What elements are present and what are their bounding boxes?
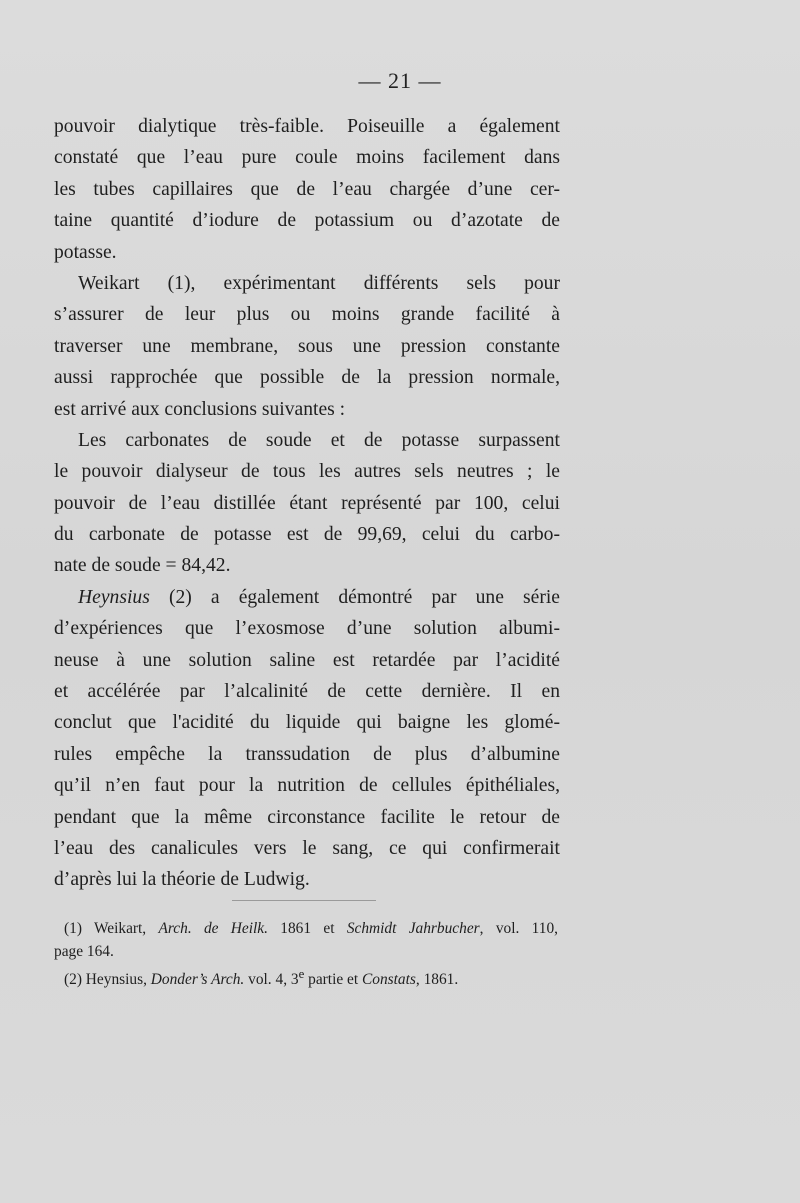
footnote-text: , vol. 110,: [479, 920, 558, 937]
footnote-2: [54, 963, 558, 991]
text-line: rules empêche la transsudation de plus d’albumine: [54, 743, 560, 765]
text-line: pouvoir dialytique très-faible. Poiseuille a également: [54, 116, 560, 137]
text-line: constaté que l’eau pure coule moins facilement dans: [54, 147, 560, 169]
footnotes: [54, 917, 558, 991]
footnote-author: Weikart,: [81, 920, 159, 937]
page-number: — 21 —: [358, 68, 442, 93]
text-line: du carbonate de potasse est de 99,69, celui du carbo-: [54, 524, 560, 546]
footnote-source: Donder’s Arch.: [150, 971, 245, 989]
text-line: Les carbonates de soude et de potasse surpassent: [78, 429, 560, 451]
text-fragment: (2) a également démontré par une série: [149, 586, 560, 608]
text-line: neuse à une solution saline est retardée par l’acidité: [54, 649, 560, 671]
text-line: conclut que l'acidité du liquide qui baigne les glomé-: [54, 712, 560, 734]
footnote-source: Schmidt Jahrbucher: [346, 920, 480, 937]
text-line: est arrivé aux conclusions suivantes :: [54, 398, 346, 420]
text-line: pouvoir de l’eau distillée étant représenté par 100, celui: [54, 492, 560, 514]
footnote-author: Heynsius,: [81, 971, 151, 989]
text-line: nate de soude = 84,42.: [54, 555, 231, 577]
text-line: Weikart (1), expérimentant différents sels pour: [78, 272, 560, 294]
text-line: les tubes capillaires que de l’eau chargée d’une cer-: [54, 178, 560, 200]
text-line: traverser une membrane, sous une pression constante: [54, 335, 560, 357]
text-line: l’eau des canalicules vers le sang, ce qui confirmerait: [54, 837, 560, 859]
text-line: d’expériences que l’exosmose d’une solution albumi-: [54, 618, 560, 640]
footnote-text: vol. 4, 3: [244, 971, 299, 989]
footnote-text: partie et: [304, 971, 362, 989]
text-line: qu’il n’en faut pour la nutrition de cellules épithéliales,: [54, 775, 560, 797]
footnote-divider: [232, 900, 376, 901]
footnote-source: Arch. de Heilk.: [158, 920, 268, 937]
footnote-marker: (2): [64, 971, 82, 989]
text-line: potasse.: [54, 241, 117, 263]
footnote-superscript: e: [298, 967, 305, 981]
text-line: taine quantité d’iodure de potassium ou d’azotate de: [54, 210, 560, 232]
footnote-1: [54, 917, 558, 940]
body-text: [54, 111, 560, 896]
text-line: [54, 582, 560, 613]
text-line: et accélérée par l’alcalinité de cette dernière. Il en: [54, 681, 560, 703]
text-line: le pouvoir dialyseur de tous les autres sels neutres ; le: [54, 461, 560, 483]
footnote-source: Constats: [361, 971, 416, 989]
text-line: s’assurer de leur plus ou moins grande facilité à: [54, 304, 560, 326]
footnote-text: 1861 et: [267, 920, 347, 937]
text-line: pendant que la même circonstance facilite le retour de: [54, 806, 560, 828]
text-line: d’après lui la théorie de Ludwig.: [54, 869, 310, 891]
author-name: Heynsius: [78, 586, 150, 608]
text-line: aussi rapprochée que possible de la pression normale,: [54, 367, 560, 389]
footnote-text: , 1861.: [415, 971, 459, 989]
footnote-1-continuation: page 164.: [54, 943, 114, 960]
footnote-marker: (1): [64, 920, 82, 937]
